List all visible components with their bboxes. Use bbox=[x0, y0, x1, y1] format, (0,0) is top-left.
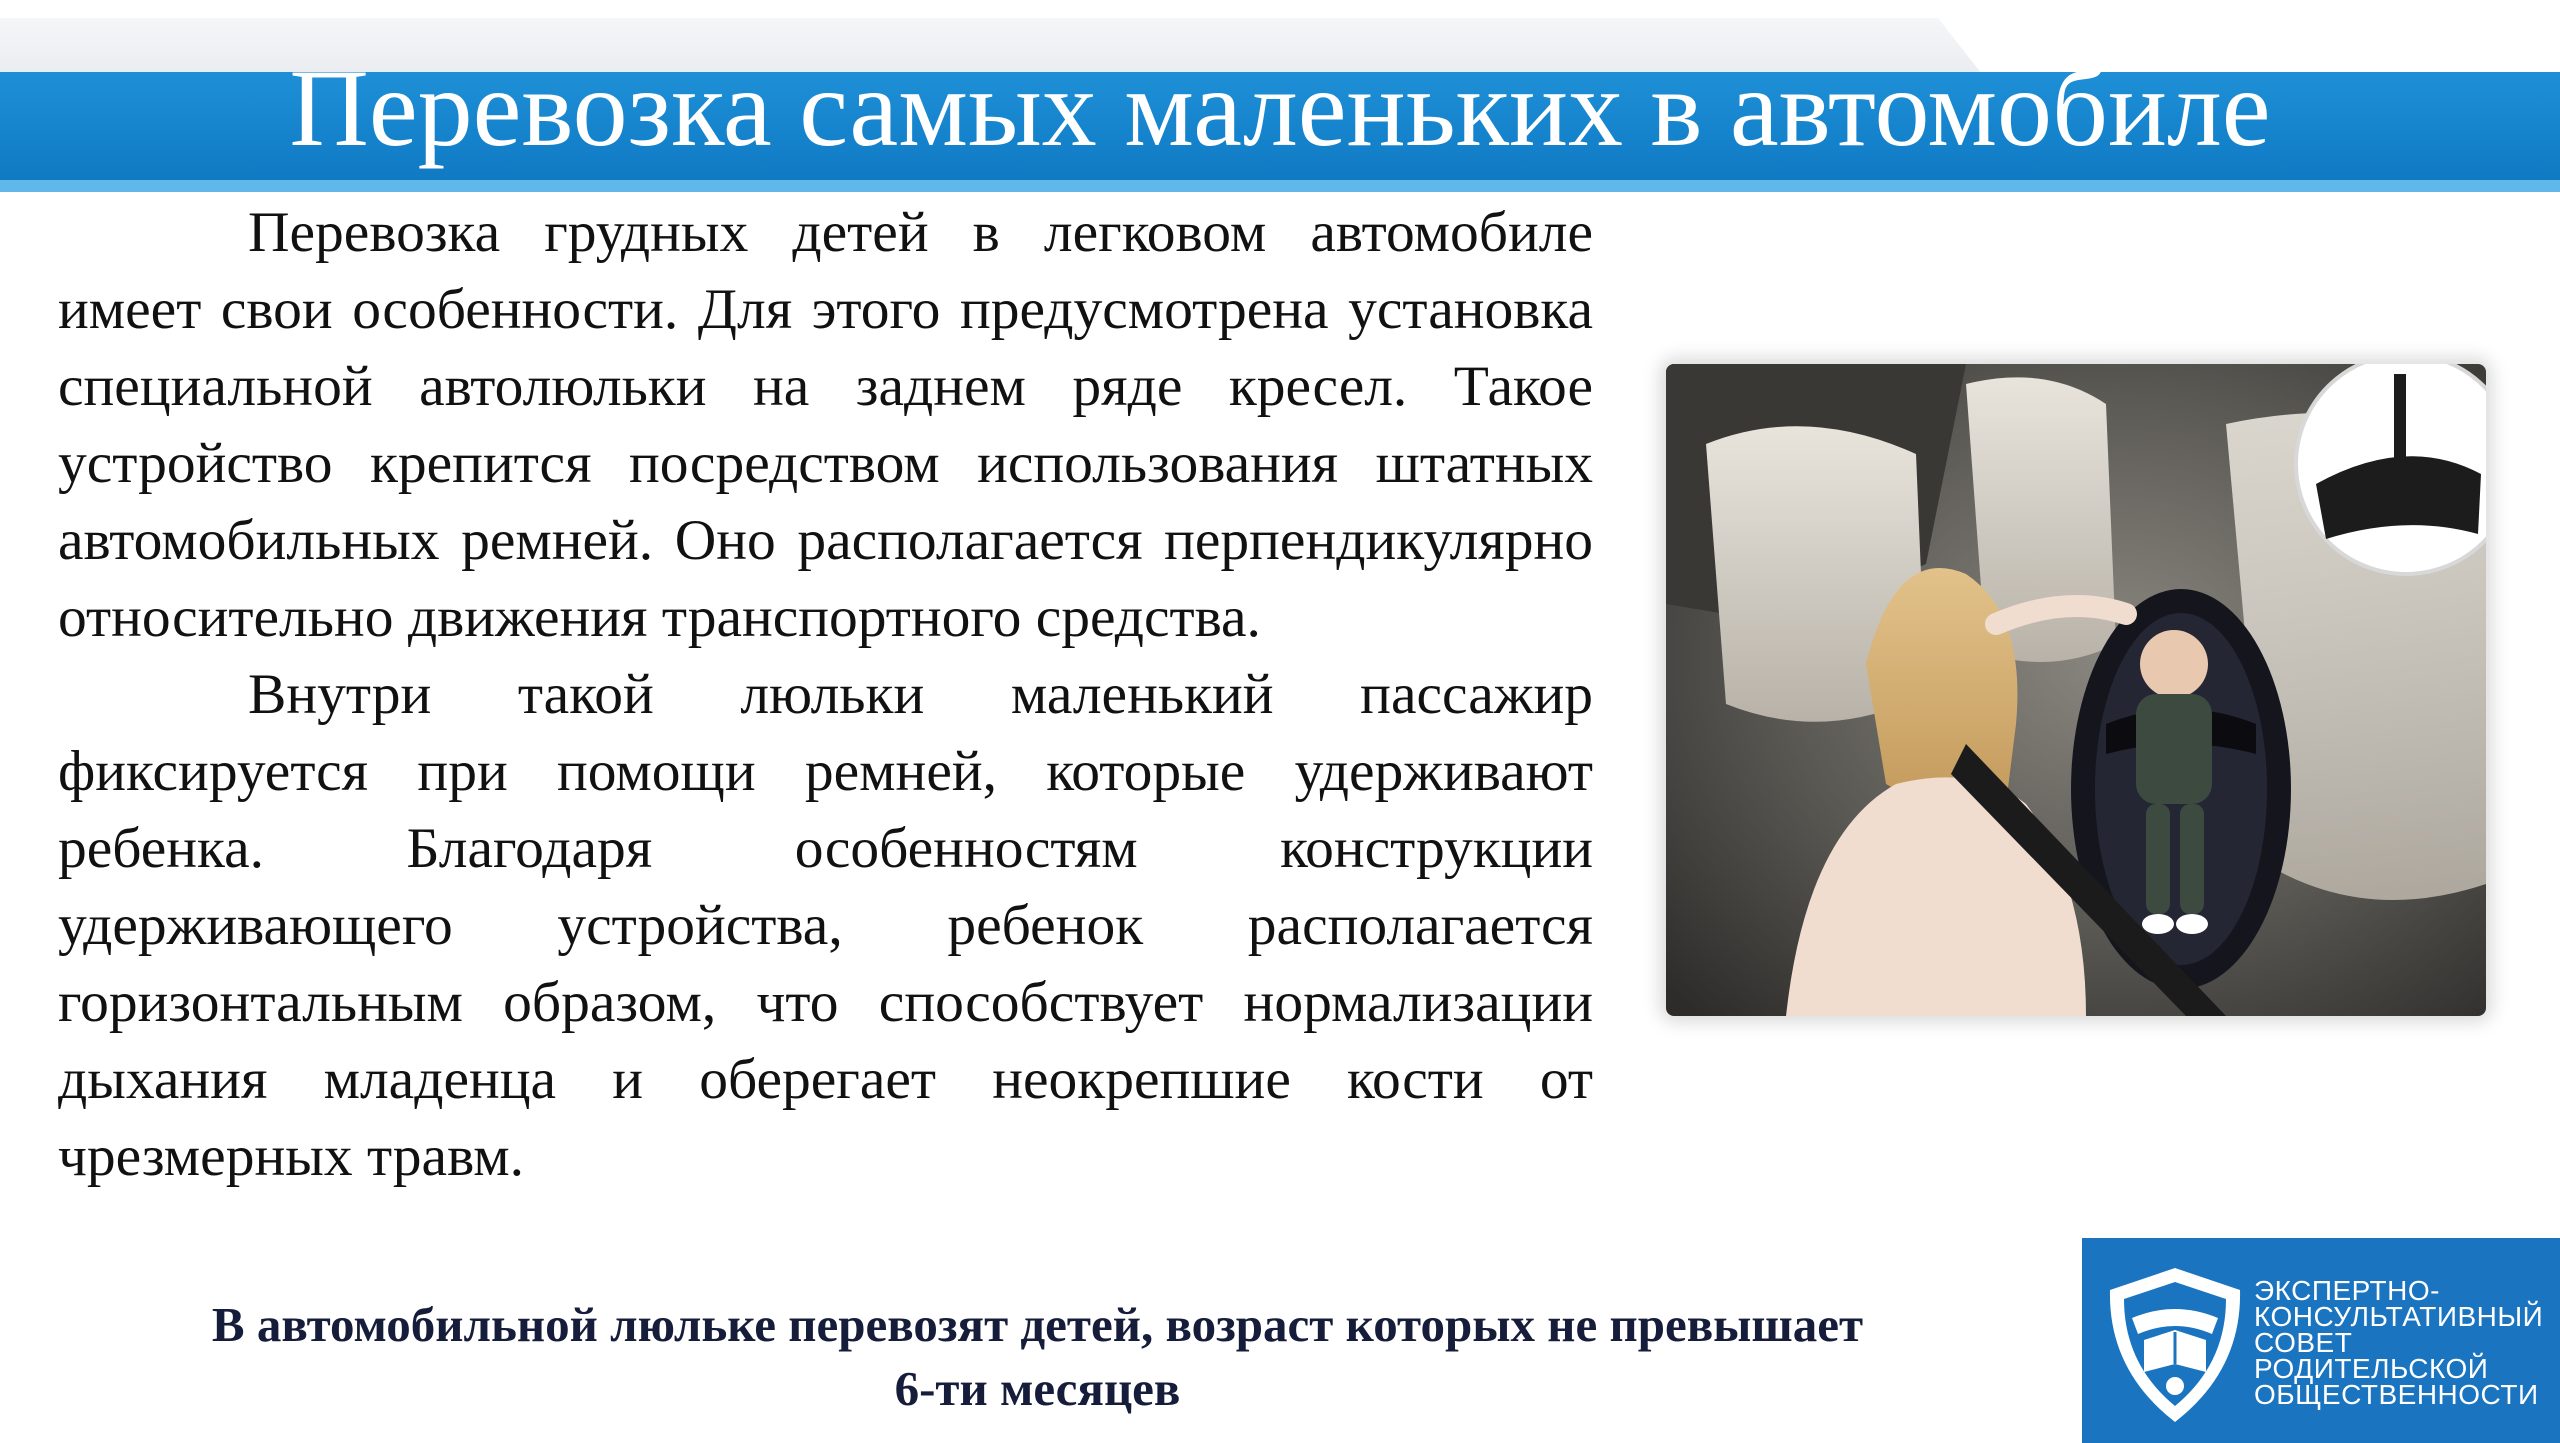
organization-logo bbox=[2082, 1238, 2560, 1443]
paragraph-2: Внутри такой люльки маленький пассажир фиксируется при помощи ремней, которые удерживают ребенка. Благодаря особенностям конструкции удерживающего устройства, ребенок располагается горизонтальным образом, что способствует нормализации дыхания младенца и оберегает неокрепшие кости от чрезмерных травм. bbox=[58, 663, 1593, 1188]
logo-line-5: ОБЩЕСТВЕННОСТИ bbox=[2254, 1379, 2539, 1410]
footnote-line-1: В автомобильной люльке перевозят детей, возраст которых не превышает bbox=[211, 1297, 1864, 1352]
slide-title: Перевозка самых маленьких в автомобиле bbox=[289, 47, 2271, 169]
logo-line-1: ЭКСПЕРТНО- bbox=[2254, 1275, 2440, 1306]
logo-line-3: СОВЕТ bbox=[2254, 1327, 2353, 1358]
logo-line-2: КОНСУЛЬТАТИВНЫЙ bbox=[2254, 1301, 2544, 1332]
footnote bbox=[0, 1293, 2075, 1421]
body-text bbox=[58, 194, 1593, 1195]
logo-caption bbox=[2254, 1275, 2554, 1410]
shield-emblem-icon bbox=[2100, 1260, 2250, 1430]
paragraph-1: Перевозка грудных детей в легковом автомобиле имеет свои особенности. Для этого предусмотрена установка специальной автолюльки на заднем ряде кресел. Такое устройство крепится посредством использования штатных автомобильных ремней. Оно располагается перпендикулярно относительно движения транспортного средства. bbox=[58, 201, 1593, 649]
footnote-line-2: 6-ти месяцев bbox=[894, 1361, 1181, 1416]
car-seat-photo bbox=[1666, 364, 2486, 1016]
logo-line-4: РОДИТЕЛЬСКОЙ bbox=[2254, 1353, 2489, 1384]
